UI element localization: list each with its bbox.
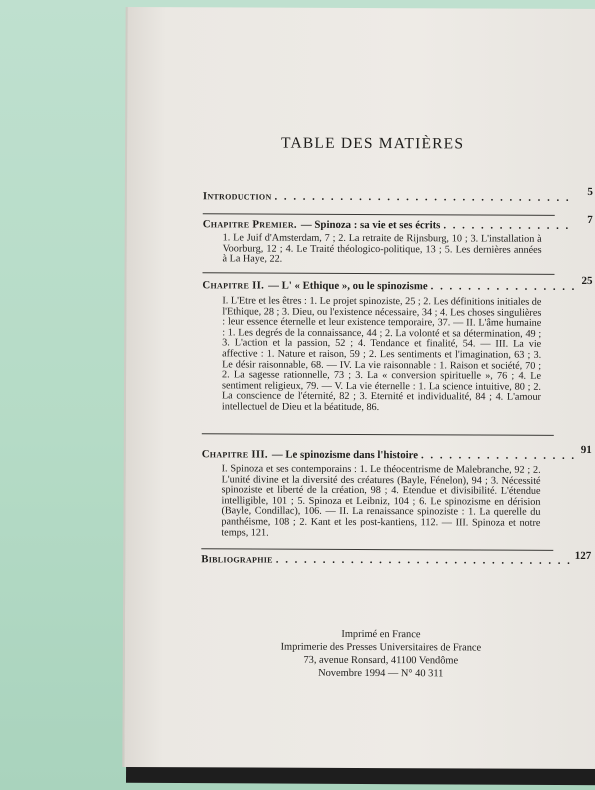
toc-entry-chapter-3 bbox=[202, 448, 574, 462]
chapter-summary bbox=[205, 464, 540, 540]
leader-dots bbox=[276, 554, 573, 567]
toc-page-number: 7 bbox=[587, 213, 593, 226]
chapter-summary bbox=[207, 233, 542, 266]
summary-text: I. Spinoza et ses contemporains : 1. Le théocentrisme de Malebranche, 92 ; 2. L'unité divine et la diversité des créatures (Bayle, Fénelon), 94 ; 3. Nécessité spinoziste et liberté de la création, 98 ; 4. Etendue et divisibilité. L'étendue intelligible, 101 ; 5. Spinoza et Leibniz, 104 ; 6. Le spinozisme en dérision (Bayle, Condillac), 106. — II. La renaissance spinoziste : 1. La querelle du panthéisme, 108 ; 2. Kant et les post-kantiens, 112. — III. Spinoza et notre temps, 121. bbox=[221, 463, 541, 539]
toc-page-number: 5 bbox=[587, 185, 593, 198]
chapter-summary bbox=[206, 296, 542, 414]
toc-entry-bibliography bbox=[201, 553, 573, 567]
toc-entry-chapter-1 bbox=[203, 218, 575, 232]
divider bbox=[203, 213, 555, 216]
divider bbox=[202, 272, 554, 275]
toc-page-number: 127 bbox=[574, 549, 592, 562]
printer-imprint bbox=[201, 627, 561, 681]
toc-subtitle: — Le spinozisme dans l'histoire bbox=[271, 448, 419, 462]
toc-page-number: 91 bbox=[580, 443, 592, 456]
summary-text: 1. Le Juif d'Amsterdam, 7 ; 2. La retraite de Rijnsburg, 10 ; 3. L'installation à Voorburg, 12 ; 4. Le Traité théologico-politique, 13 ; 5. Les dernières années à La Haye, 22. bbox=[222, 232, 542, 265]
imprint-line: Imprimerie des Presses Universitaires de France bbox=[280, 641, 482, 654]
toc-label: Introduction bbox=[202, 190, 272, 203]
toc-label: Bibliographie bbox=[201, 553, 273, 566]
toc-subtitle: — L' « Ethique », ou le spinozisme bbox=[268, 279, 428, 293]
toc-label: Chapitre Premier. bbox=[202, 218, 297, 231]
imprint-line: Novembre 1994 — N° 40 311 bbox=[318, 667, 444, 680]
summary-text: I. L'Etre et les êtres : 1. Le projet spinoziste, 25 ; 2. Les définitions initiales de l'Ethique, 28 ; 3. Dieu, ou l'existence nécessaire, 34 ; 4. Les choses singulières : leur essence éternelle et leur existence temporaire, 37. — II. L'âme humaine : 1. Les degrés de la connaissance, 44 ; 2. La volonté et sa détermination, 49 ; 3. L'action et la passion, 52 ; 4. Tendance et finalité, 54. — III. La vie affective : 1. Nature et raison, 59 ; 2. Les sentiments et l'imagination, 63 ; 3. Le désir raisonnable, 68. — IV. La vie raisonnable : 1. Raison et société, 70 ; 2. La sagesse rationnelle, 73 ; 3. La « conversion spirituelle », 76 ; 4. Le sentiment religieux, 79. — V. La vie éternelle : 1. La science intuitive, 80 ; 2. La conscience de l'éternité, 82 ; 3. Eternité et individualité, 84 ; 4. L'amour intellectuel de Dieu et la béatitude, 86. bbox=[221, 295, 542, 413]
toc-label: Chapitre III. bbox=[201, 448, 268, 461]
divider bbox=[201, 548, 553, 551]
leader-dots bbox=[275, 191, 575, 204]
divider bbox=[202, 433, 554, 436]
book-page bbox=[122, 7, 595, 769]
toc-subtitle: — Spinoza : sa vie et ses écrits bbox=[300, 218, 441, 232]
page-title: TABLE DES MATIÈRES bbox=[281, 134, 465, 153]
toc-page-number: 25 bbox=[581, 274, 593, 287]
toc-entry-introduction bbox=[203, 190, 575, 204]
toc-entry-chapter-2 bbox=[202, 279, 574, 293]
imprint-line: Imprimé en France bbox=[341, 628, 421, 641]
imprint-line: 73, avenue Ronsard, 41100 Vendôme bbox=[303, 654, 459, 667]
toc-label: Chapitre II. bbox=[202, 279, 265, 292]
